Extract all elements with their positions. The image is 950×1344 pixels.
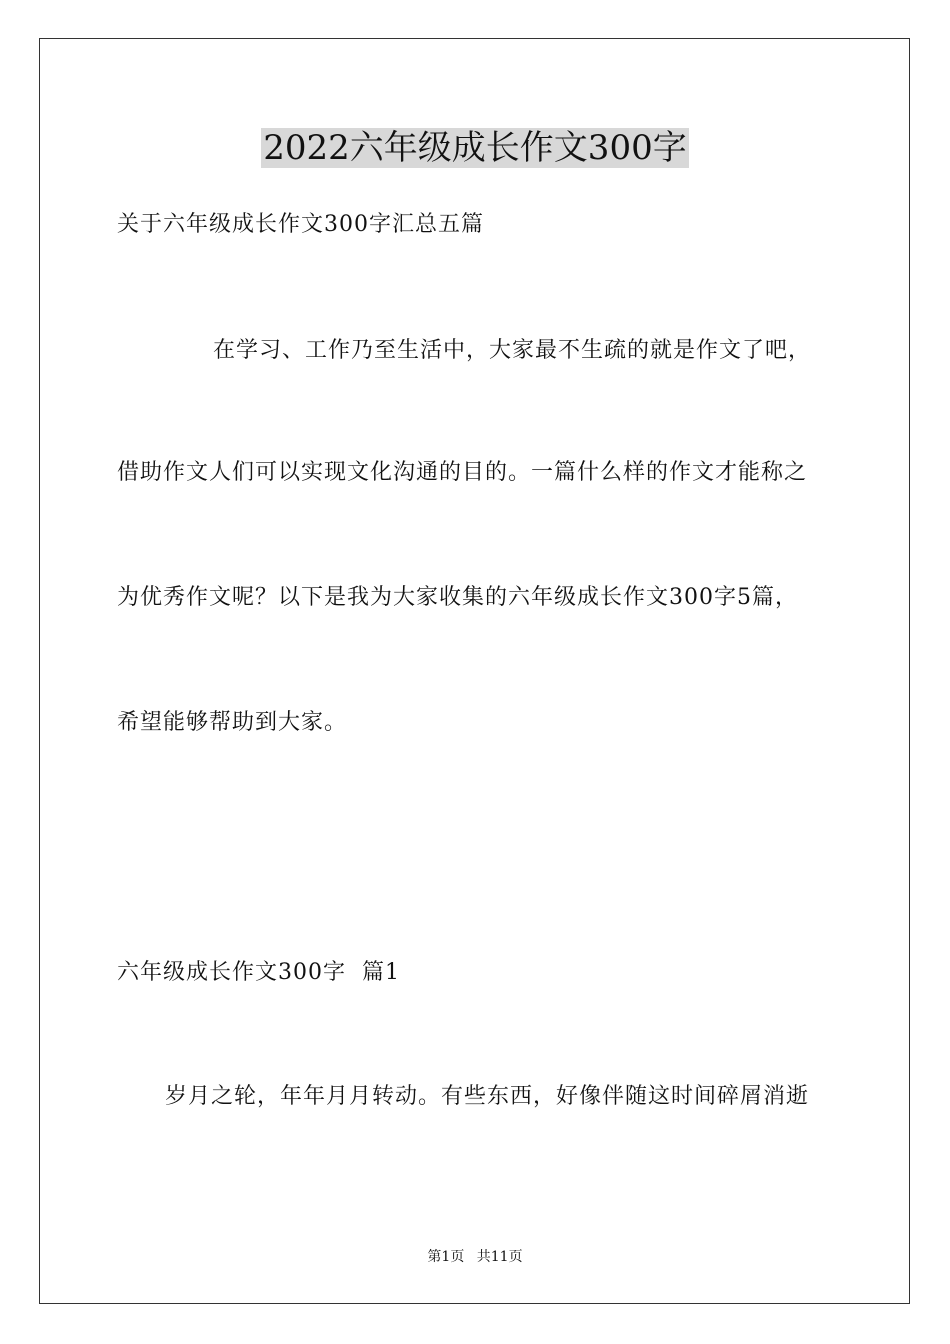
document-title	[0, 126, 950, 170]
page-footer: 第1页 共11页	[427, 1249, 523, 1265]
intro-paragraph-line: 为优秀作文呢？以下是我为大家收集的六年级成长作文300字5篇，	[117, 585, 798, 610]
document-title-text: 2022六年级成长作文300字	[263, 128, 687, 168]
document-subtitle: 关于六年级成长作文300字汇总五篇	[117, 212, 484, 237]
intro-paragraph-line: 借助作文人们可以实现文化沟通的目的。一篇什么样的作文才能称之	[117, 460, 808, 485]
intro-paragraph-line: 在学习、工作乃至生活中，大家最不生疏的就是作文了吧，	[213, 338, 812, 363]
section-paragraph-line: 岁月之轮，年年月月转动。有些东西，好像伴随这时间碎屑消逝	[165, 1084, 810, 1109]
section-heading: 六年级成长作文300字 篇1	[117, 960, 400, 985]
intro-paragraph-line: 希望能够帮助到大家。	[117, 710, 348, 735]
